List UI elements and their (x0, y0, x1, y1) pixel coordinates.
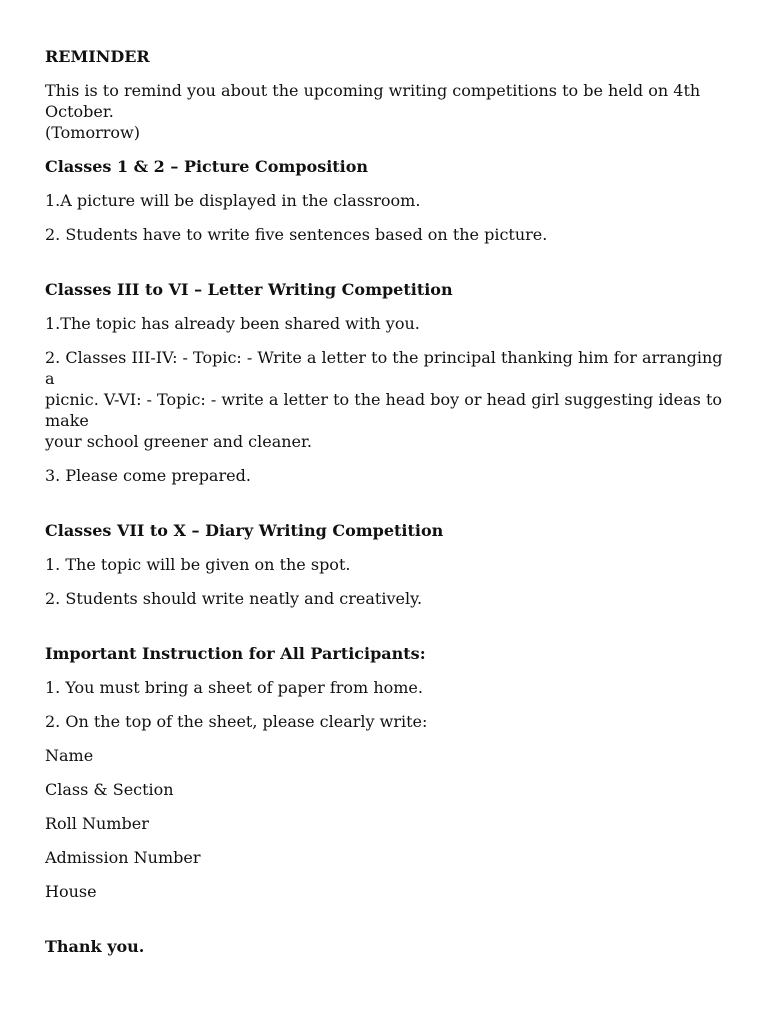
field-class-section: Class & Section (45, 780, 174, 799)
topics-line-1: 2. Classes III-IV: - Topic: - Write a letter to the principal thanking him for arranging a (45, 348, 723, 388)
intro-line-1: This is to remind you about the upcoming writing competitions to be held on 4th October. (45, 81, 701, 121)
reminder-title: REMINDER (45, 47, 150, 66)
section-heading-picture-composition: Classes 1 & 2 – Picture Composition (45, 157, 369, 176)
section-heading-diary-writing: Classes VII to X – Diary Writing Competition (45, 521, 444, 540)
topics-line-3: your school greener and cleaner. (45, 432, 312, 451)
list-item: 3. Please come prepared. (45, 466, 251, 485)
list-item-topics (45, 347, 725, 452)
intro-paragraph (45, 80, 725, 143)
section-heading-instructions: Important Instruction for All Participants: (45, 644, 426, 663)
document-page (45, 46, 725, 970)
section-heading-letter-writing: Classes III to VI – Letter Writing Competition (45, 280, 453, 299)
list-item: 2. On the top of the sheet, please clearly write: (45, 712, 428, 731)
closing-thank-you: Thank you. (45, 937, 145, 956)
list-item: 1. You must bring a sheet of paper from home. (45, 678, 423, 697)
intro-line-2: (Tomorrow) (45, 123, 140, 142)
list-item: 1. The topic will be given on the spot. (45, 555, 351, 574)
field-admission-number: Admission Number (45, 848, 201, 867)
list-item: 2. Students have to write five sentences based on the picture. (45, 225, 548, 244)
list-item: 1.The topic has already been shared with you. (45, 314, 420, 333)
list-item: 2. Students should write neatly and creatively. (45, 589, 423, 608)
list-item: 1.A picture will be displayed in the classroom. (45, 191, 421, 210)
field-house: House (45, 882, 97, 901)
field-roll-number: Roll Number (45, 814, 149, 833)
field-name: Name (45, 746, 94, 765)
topics-line-2: picnic. V-VI: - Topic: - write a letter to the head boy or head girl suggesting ideas to make (45, 390, 722, 430)
